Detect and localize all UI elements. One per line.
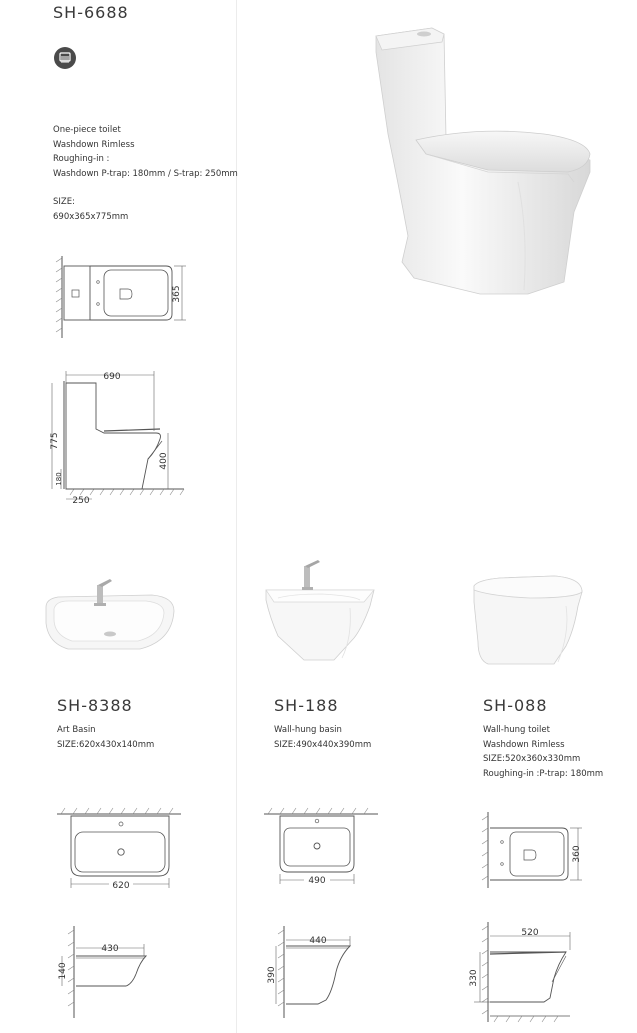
product-model-main: SH-6688 [53,3,129,22]
product-spec-list [274,723,371,752]
dimension-label: 360 [572,845,582,863]
spec-line: SIZE:520x360x330mm [483,754,581,764]
dimension-label: 690 [103,372,121,382]
spec-line: One-piece toilet [53,125,121,135]
dimension-label: 620 [112,881,130,891]
size-value: 690x365x775mm [53,211,129,222]
side-view-drawing-wall-toilet [462,918,582,1026]
art-basin-product-image [40,575,180,657]
main-size-block [53,195,128,224]
product-model: SH-088 [483,696,548,715]
spec-line: Washdown Rimless [483,739,565,750]
dimension-label: 430 [101,944,119,954]
top-view-drawing-art-basin [55,806,185,894]
top-view-drawing-wall-toilet [478,808,590,890]
side-view-drawing-wall-basin [262,922,362,1022]
dimension-label: 180 [55,472,63,486]
side-view-drawing-art-basin [54,922,164,1022]
product-spec-list [483,723,603,781]
spec-line: SIZE:490x440x390mm [274,739,372,750]
spec-line: Washdown P-trap: 180mm / S-trap: 250mm [53,168,238,179]
dimension-label: 440 [309,936,327,946]
dimension-label: 390 [267,966,277,984]
dimension-label: 775 [50,432,60,450]
dimension-label: 490 [308,876,326,886]
dimension-label: 140 [58,962,68,980]
spec-line: Roughing-in :P-trap: 180mm [483,768,604,779]
main-spec-list [53,123,238,181]
spec-line: SIZE:620x430x140mm [57,739,155,750]
product-model: SH-8388 [57,696,133,715]
product-spec-list [57,723,154,752]
toilet-product-image [368,22,600,304]
rimless-flush-icon [54,47,76,69]
top-view-drawing-wall-basin [262,806,382,894]
spec-line: Roughing-in : [53,154,110,164]
product-model: SH-188 [274,696,339,715]
spec-line: Art Basin [57,725,96,735]
size-label: SIZE: [53,197,75,207]
wall-hung-toilet-product-image [470,572,586,668]
spec-line: Wall-hung basin [274,725,342,735]
wall-hung-basin-product-image [262,558,380,668]
spec-line: Washdown Rimless [53,139,135,150]
dimension-label: 330 [469,969,479,987]
dimension-label: 520 [521,928,539,938]
side-view-drawing-main [44,365,194,510]
spec-line: Wall-hung toilet [483,725,550,735]
dimension-label: 365 [172,285,182,303]
dimension-label: 250 [72,496,90,506]
dimension-label: 400 [159,452,169,470]
top-view-drawing-main [50,252,200,342]
